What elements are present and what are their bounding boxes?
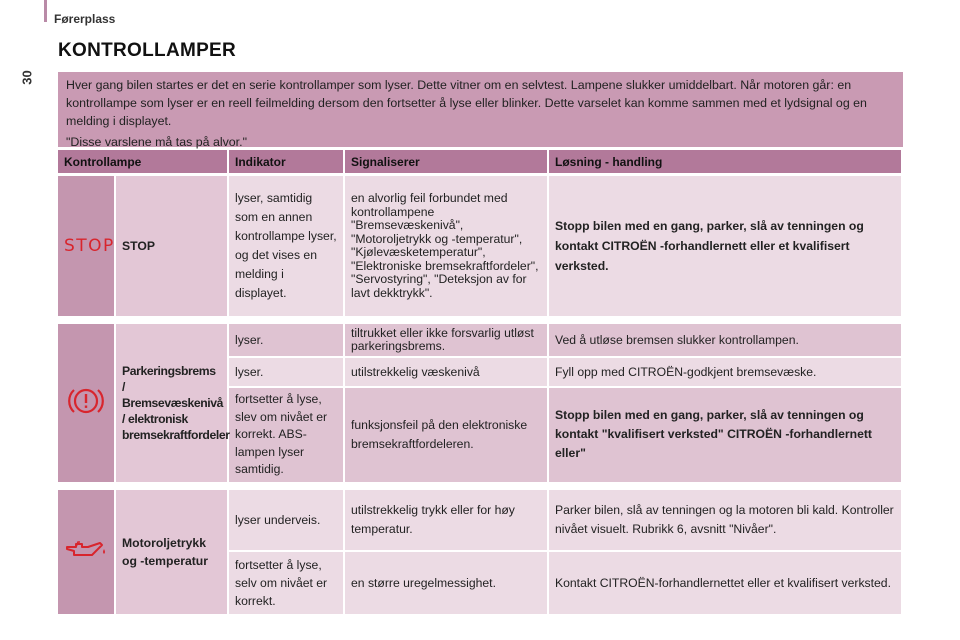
indicator-cell: lyser, samtidig som en annen kontrollampe lyser, og det vises en melding i displayet. — [229, 176, 345, 318]
table-row — [58, 324, 903, 358]
action-cell: Kontakt CITROËN-forhandlernettet eller et kvalifisert verksted. — [549, 552, 903, 616]
column-header-signals: Signaliserer — [345, 150, 549, 176]
signals-cell: en alvorlig feil forbundet med kontrollampene "Bremsevæskenivå", "Motoroljetrykk og -temperatur", "Kjølevæsketemperatur", "Elektroniske bremsekraftfordeler", "Servostyring", "Deteksjon av for lavt dekktrykk". — [345, 176, 549, 318]
brake-warning-icon-graphic — [67, 384, 105, 418]
indicator-cell: fortsetter å lyse, selv om nivået er korrekt. — [229, 552, 345, 616]
indicator-cell: lyser. — [229, 358, 345, 388]
page-number: 30 — [19, 70, 35, 85]
section-label: Førerplass — [54, 12, 116, 26]
intro-paragraph: Hver gang bilen startes er det en serie kontrollamper som lyser. Dette vitner om en selvtest. Lampene slukker umiddelbart. Når motoren går: en kontrollampe som lyser er en reell feilmelding dersom den fortsetter å lyse eller blinker. Dette varselet kan komme sammen med et lydsignal og en melding i displayet. — [66, 78, 867, 128]
lamp-name: STOP — [116, 176, 229, 318]
table-header-row — [58, 150, 903, 176]
column-header-lamp: Kontrollampe — [58, 150, 229, 176]
action-cell: Fyll opp med CITROËN-godkjent bremsevæske. — [549, 358, 903, 388]
brake-warning-icon — [58, 324, 116, 484]
lamp-name: Parkeringsbrems / Bremsevæskenivå / elektronisk bremsekraftfordeler — [116, 324, 229, 484]
signals-cell: tiltrukket eller ikke forsvarlig utløst parkeringsbrems. — [345, 324, 549, 358]
table-row — [58, 176, 903, 318]
warning-lamp-table — [58, 150, 903, 616]
stop-warning-icon: STOP — [58, 176, 116, 318]
table-row — [58, 490, 903, 552]
signals-cell: funksjonsfeil på den elektroniske bremsekraftfordeleren. — [345, 388, 549, 484]
indicator-cell: lyser underveis. — [229, 490, 345, 552]
column-header-action: Løsning - handling — [549, 150, 903, 176]
oil-can-icon — [58, 490, 116, 616]
column-header-indicator: Indikator — [229, 150, 345, 176]
indicator-cell: fortsetter å lyse, slev om nivået er korrekt. ABS-lampen lyser samtidig. — [229, 388, 345, 484]
intro-box — [58, 72, 903, 147]
oil-can-icon-graphic — [64, 538, 108, 562]
action-cell: Ved å utløse bremsen slukker kontrollampen. — [549, 324, 903, 358]
page-title: KONTROLLAMPER — [58, 40, 237, 61]
action-cell: Stopp bilen med en gang, parker, slå av tenningen og kontakt "kvalifisert verksted" CITROËN -forhandlernett eller" — [549, 388, 903, 484]
signals-cell: en større uregelmessighet. — [345, 552, 549, 616]
section-marker — [44, 0, 47, 22]
action-cell: Stopp bilen med en gang, parker, slå av tenningen og kontakt CITROËN -forhandlernett eller et kvalifisert verksted. — [549, 176, 903, 318]
lamp-name: Motoroljetrykk og -temperatur — [116, 490, 229, 616]
intro-warning: "Disse varslene må tas på alvor." — [66, 135, 247, 149]
indicator-cell: lyser. — [229, 324, 345, 358]
signals-cell: utilstrekkelig væskenivå — [345, 358, 549, 388]
signals-cell: utilstrekkelig trykk eller for høy temperatur. — [345, 490, 549, 552]
action-cell: Parker bilen, slå av tenningen og la motoren bli kald. Kontroller nivået visuelt. Rubrikk 6, avsnitt "Nivåer". — [549, 490, 903, 552]
